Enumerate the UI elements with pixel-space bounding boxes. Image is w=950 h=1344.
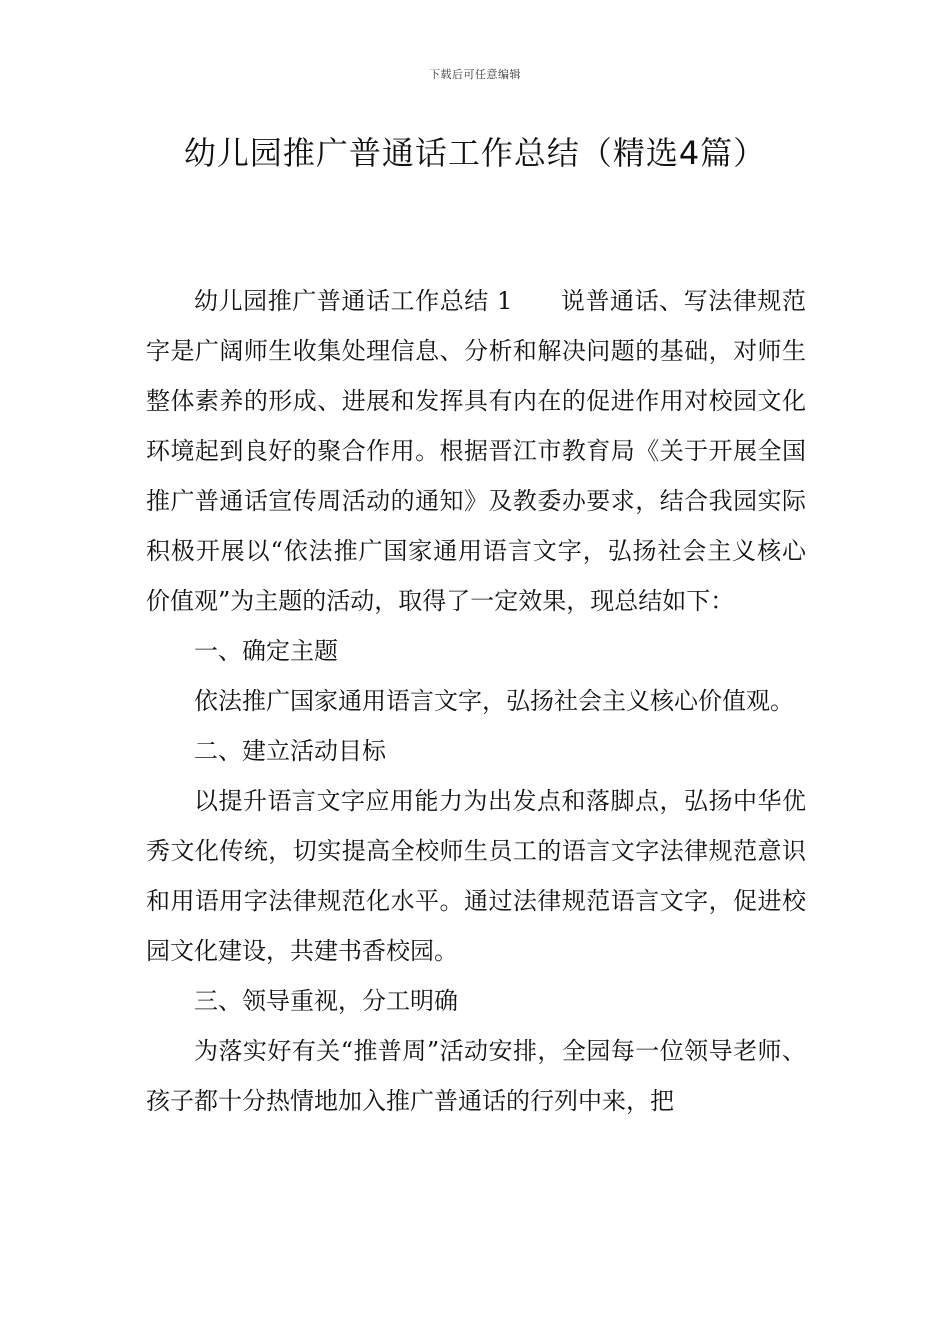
section-heading-2: 二、建立活动目标 — [194, 737, 386, 765]
intro-paragraph — [146, 276, 806, 626]
document-title: 幼儿园推广普通话工作总结（精选4篇） — [183, 134, 767, 172]
document-body — [146, 276, 806, 1126]
intro-body: 说普通话、写法律规范字是广阔师生收集处理信息、分析和解决问题的基础，对师生整体素养的形成、进展和发挥具有内在的促进作用对校园文化环境起到良好的聚合作用。根据晋江市教育局《关于开展全国推广普通话宣传周活动的通知》及教委办要求，结合我园实际积极开展以“依法推广国家通用语言文字，弘扬社会主义核心价值观”为主题的活动，取得了一定效果，现总结如下： — [146, 287, 807, 615]
download-note: 下载后可任意编辑 — [429, 68, 521, 81]
section-heading-3: 三、领导重视，分工明确 — [194, 987, 458, 1015]
section-heading-1: 一、确定主题 — [194, 637, 338, 665]
section-body-2: 以提升语言文字应用能力为出发点和落脚点，弘扬中华优秀文化传统，切实提高全校师生员工的语言文字法律规范意识和用语用字法律规范化水平。通过法律规范语言文字，促进校园文化建设，共建书香校园。 — [146, 787, 806, 965]
section-body-1: 依法推广国家通用语言文字，弘扬社会主义核心价值观。 — [194, 687, 794, 715]
section-body-3: 为落实好有关“推普周”活动安排，全园每一位领导老师、孩子都十分热情地加入推广普通话的行列中来，把 — [146, 1037, 806, 1115]
intro-heading: 幼儿园推广普通话工作总结 1 — [194, 287, 513, 315]
